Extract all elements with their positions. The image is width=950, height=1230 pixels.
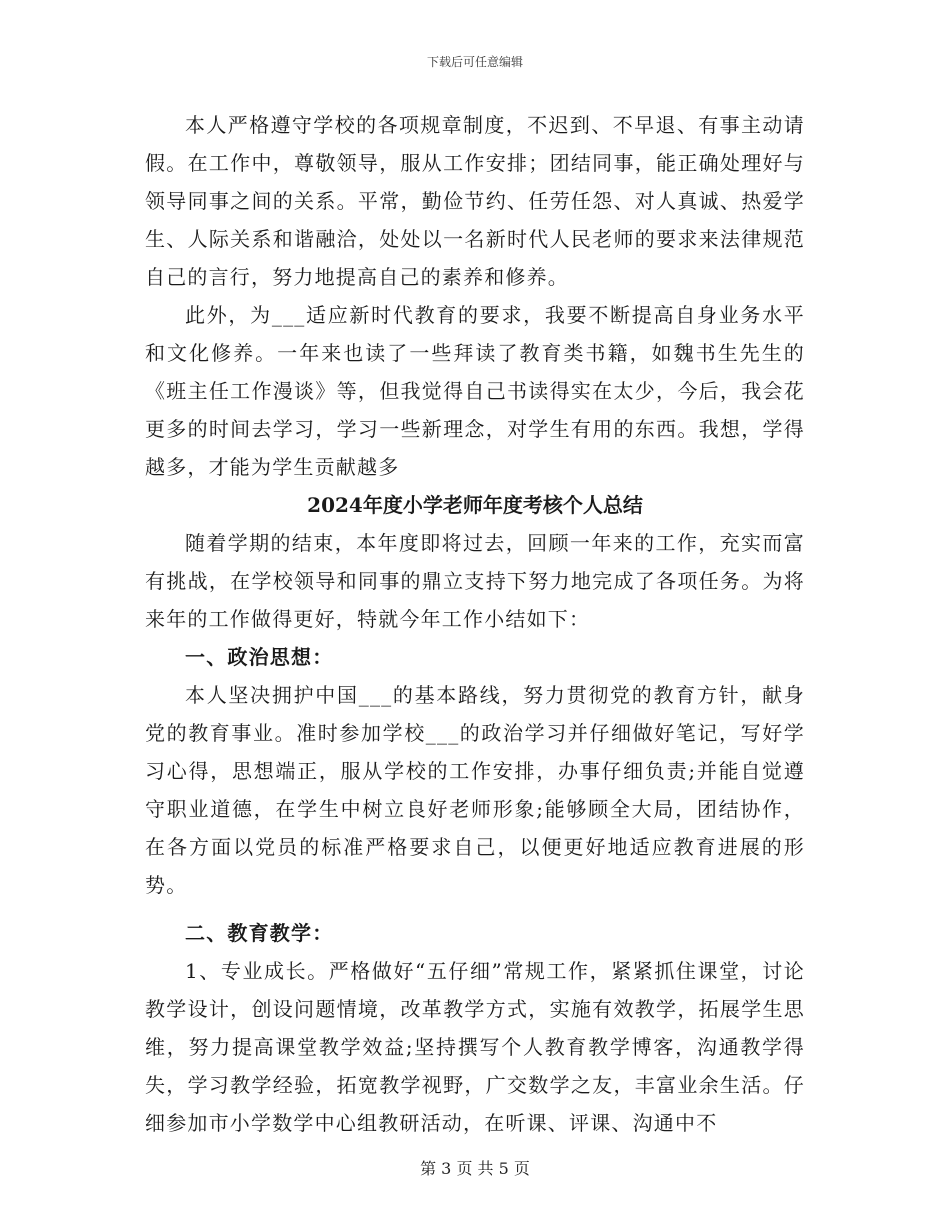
page-header-note: 下载后可任意编辑	[426, 55, 523, 69]
paragraph-intro: 随着学期的结束，本年度即将过去，回顾一年来的工作，充实而富有挑战，在学校领导和同事的鼎立支持下努力地完成了各项任务。为将来年的工作做得更好，特就今年工作小结如下：	[145, 531, 805, 631]
page-number: 第 3 页 共 5 页	[420, 1159, 530, 1178]
paragraph-teaching: 1、专业成长。严格做好“五仔细”常规工作，紧紧抓住课堂，讨论教学设计，创设问题情境，改革教学方式，实施有效教学，拓展学生思维，努力提高课堂教学效益;坚持撰写个人教育教学博客，沟通教学得失，学习教学经验，拓宽教学视野，广交数学之友，丰富业余生活。仔细参加市小学数学中心组教研活动，在听课、评课、沟通中不	[145, 959, 805, 1135]
paragraph-politics: 本人坚决拥护中国___的基本路线，努力贯彻党的教育方针，献身党的教育事业。准时参加学校___的政治学习并仔细做好笔记，写好学习心得，思想端正，服从学校的工作安排，办事仔细负责;并能自觉遵守职业道德，在学生中树立良好老师形象;能够顾全大局，团结协作，在各方面以党员的标准严格要求自己，以便更好地适应教育进展的形势。	[145, 683, 805, 897]
section-heading-politics: 一、政治思想：	[185, 645, 334, 669]
section-heading-teaching: 二、教育教学：	[185, 921, 334, 945]
document-body	[145, 106, 805, 1142]
document-title: 2024年度小学老师年度考核个人总结	[307, 493, 643, 517]
paragraph-self-improvement: 此外，为___适应新时代教育的要求，我要不断提高自身业务水平和文化修养。一年来也读了一些拜读了教育类书籍，如魏书生先生的《班主任工作漫谈》等，但我觉得自己书读得实在太少，今后，我会花更多的时间去学习，学习一些新理念，对学生有用的东西。我想，学得越多，才能为学生贡献越多	[145, 303, 805, 479]
paragraph-discipline: 本人严格遵守学校的各项规章制度，不迟到、不早退、有事主动请假。在工作中，尊敬领导，服从工作安排；团结同事，能正确处理好与领导同事之间的关系。平常，勤俭节约、任劳任怨、对人真诚、热爱学生、人际关系和谐融洽，处处以一名新时代人民老师的要求来法律规范自己的言行，努力地提高自己的素养和修养。	[145, 113, 805, 289]
